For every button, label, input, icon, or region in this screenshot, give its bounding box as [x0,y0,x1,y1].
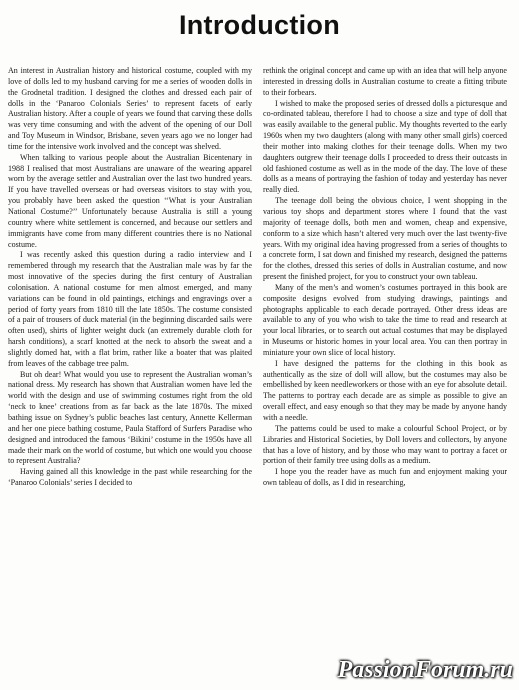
watermark-logo: PassionForum.ru [337,657,513,683]
right-column [263,66,507,489]
paragraph: The teenage doll being the obvious choice, I went shopping in the various toy shops and department stores where I found that the vast majority of teenage dolls, both men and women, cheap and expensive, conform to a size which hasn’t altered very much over the last twenty-five years. With my original idea having progressed from a series of thoughts to a concrete form, I sat down and finished my research, designed the patterns for the clothes, dressed this series of dolls in Australian costume, and now present the finished project, for you to construct your own tableau. [263,196,507,282]
paragraph: Having gained all this knowledge in the past while researching for the ‘Panaroo Colonials’ series I decided to [8,467,252,488]
paragraph: I wished to make the proposed series of dressed dolls a picturesque and co-ordinated tableau, therefore I had to choose a size and type of doll that was easily available to the general public. My thoughts reverted to the early 1960s when my two daughters (along with many other small girls) coerced their mother into making clothes for their teenage dolls. When my two daughters outgrew their teenage dolls I proceeded to dress their outcasts in old fashioned costume as well as in the mode of the day. The love of these dolls as a means of portraying the fashion of today and yesterday has never really died. [263,98,507,195]
left-column [8,66,252,489]
paragraph: I have designed the patterns for the clothing in this book as authentically as the size of doll will allow, but the costumes may also be embellished by keen needleworkers or those with an eye for absolute detail. The patterns to portray each decade are as simple as possible to give an overall effect, and easy enough so that they may be made by anyone handy with a needle. [263,358,508,422]
paragraph: Many of the men’s and women’s costumes portrayed in this book are composite designs evolved from studying drawings, paintings and photographs applicable to each decade portrayed. Other dress ideas are available to any of you who wish to take the time to read and research at your local libraries, or to search out actual costumes that may be displayed in Museums or historic homes in your local area. You can then portray in miniature your own slice of local history. [263,282,507,357]
paragraph: But oh dear! What would you use to represent the Australian woman’s national dress. My research has shown that Australian women have led the world with the design and use of swimming costumes right from the old ‘neck to knee’ creations from as far back as the late 1870s. The mixed bathing issue on Sydney’s public beaches last century, Annette Kellerman and her one piece bathing costume, Paula Stafford of Surfers Paradise who designed and introduced the famous ‘Bikini’ costume in the 1950s have all made their mark on the world of costume, but which one would you choose to represent Australia? [8,369,252,466]
paragraph: I was recently asked this question during a radio interview and I remembered through my research that the Australian male was by far the most innovative of the species during the first century of Australian colonisation. A national costume for men almost emerged, and many variations can be found in old paintings, etchings and engravings over a period of forty years from 1810 till the late 1850s. The costume consisted of a pair of trousers of duck material (in the beginning discarded sails were often used), shirts of lighter weight duck (an extremely durable cloth for harsh conditions), a scarf knotted at the neck to absorb the sweat and a slightly domed hat, with a flat brim, rather like a boater that was plaited from leaves of the cabbage tree palm. [8,250,252,368]
paragraph: An interest in Australian history and historical costume, coupled with my love of dolls led to my husband carving for me a series of wooden dolls in the Grodnetal tradition. I designed the clothes and dressed each pair of dolls in the ‘Panaroo Colonials Series’ to represent facets of early Australian history. After a couple of years we found that carving these dolls was very time consuming and with the advent of the opening of our Doll and Toy Museum in Windsor, Brisbane, seven years ago we no longer had time for the intensive work involved and the concept was shelved. [8,66,252,151]
paragraph: When talking to various people about the Australian Bicentenary in 1988 I realised that most Australians are unaware of the wearing apparel worn by the average settler and Australian over the last two hundred years. If you have travelled overseas or had overseas visitors to stay with you, you probably have been asked the question ‘‘What is your Australian National Costume?’’ Unfortunately because Australia is still a young country where white settlement is concerned, and because our settlers and immigrants have come from many different countries there is no National costume. [8,152,252,249]
page-title: Introduction [178,10,341,40]
paragraph: rethink the original concept and came up with an idea that will help anyone interested in dressing dolls in Australian costume to create a fitting tribute to their forbears. [263,66,507,97]
paragraph: I hope you the reader have as much fun and enjoyment making your own tableau of dolls, as I did in researching, [263,467,507,488]
paragraph: The patterns could be used to make a colourful School Project, or by Libraries and Historical Societies, by Doll lovers and collectors, by anyone that has a love of history, and by those who may want to portray a facet or portion of their family tree using dolls as a medium. [263,423,507,466]
